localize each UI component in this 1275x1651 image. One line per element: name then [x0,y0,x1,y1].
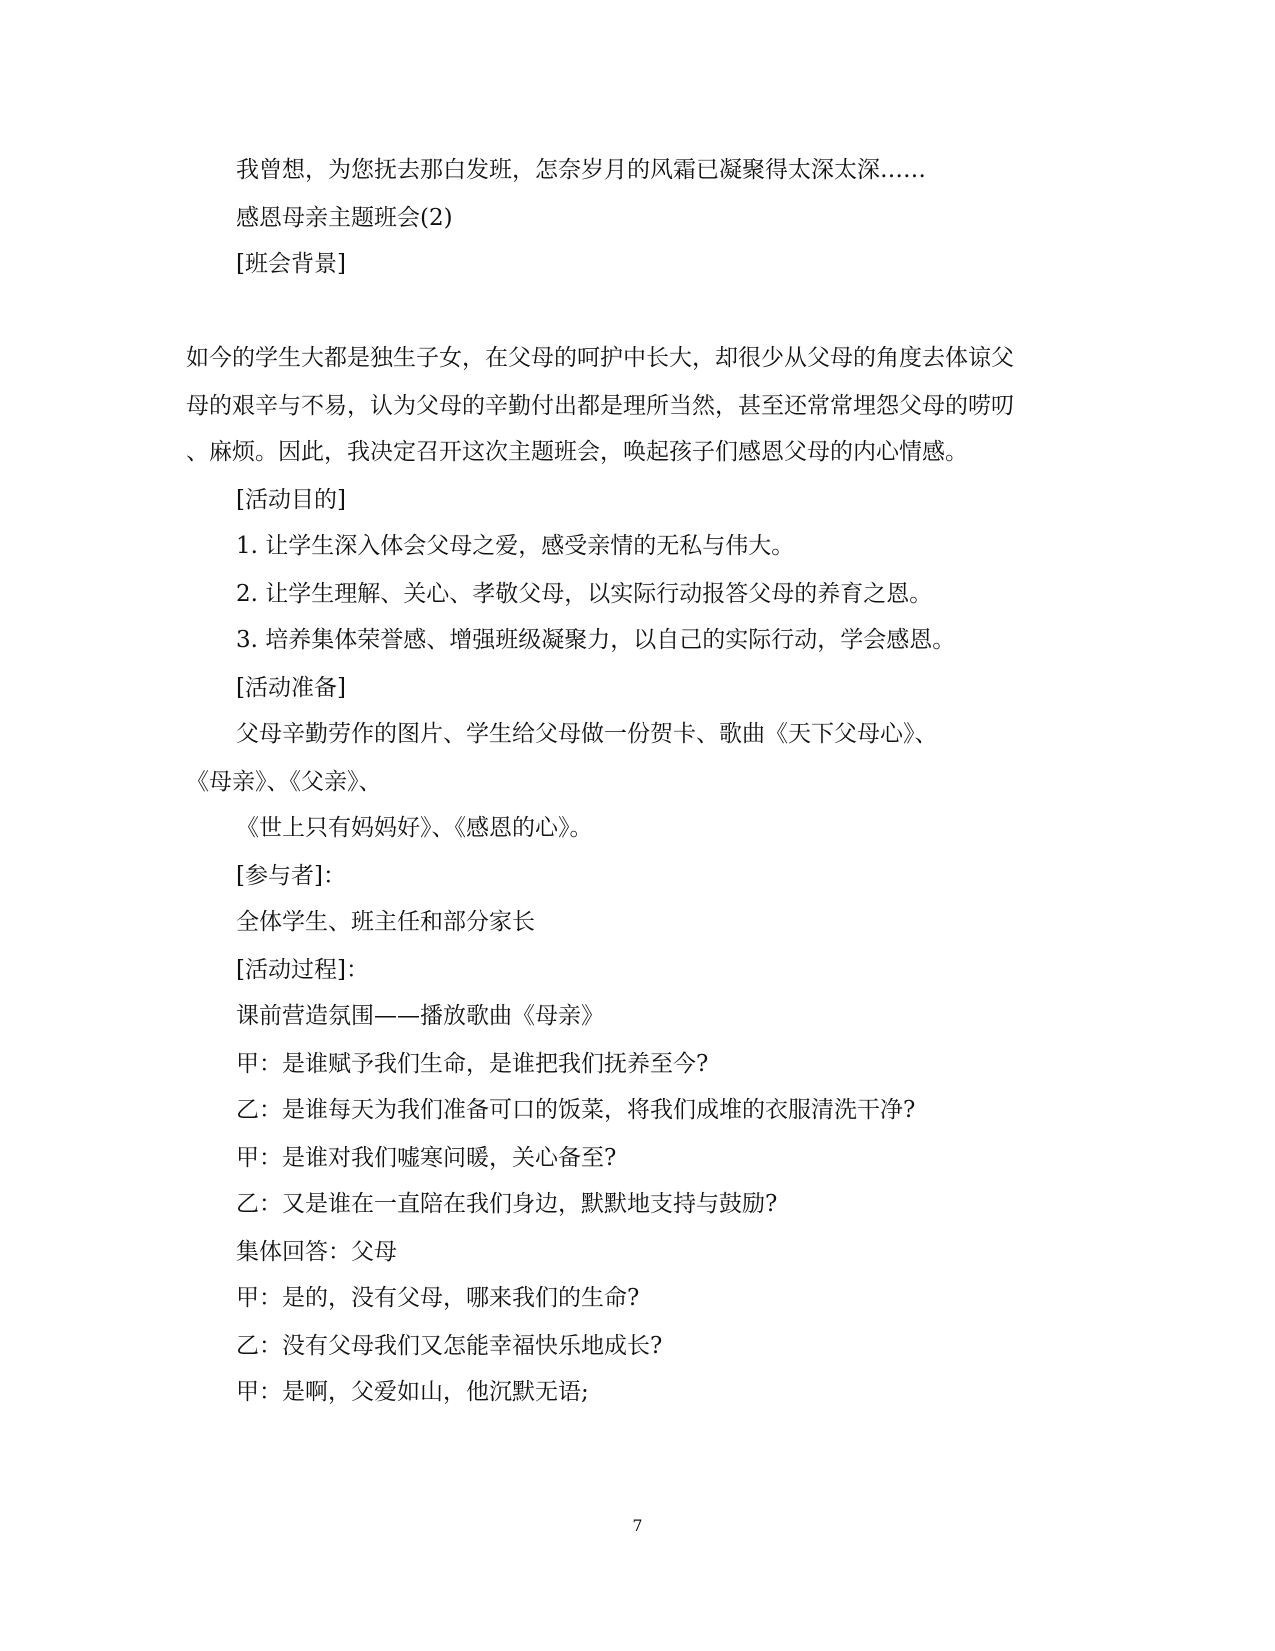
text-line: 、麻烦。因此，我决定召开这次主题班会，唤起孩子们感恩父母的内心情感。 [186,439,968,465]
list-item: 2. 让学生理解、关心、孝敬父母，以实际行动报答父母的养育之恩。 [236,581,933,607]
dialogue-line: 集体回答：父母 [236,1239,397,1265]
dialogue-line: 甲：是谁对我们嘘寒问暖，关心备至? [236,1145,617,1171]
dialogue-line: 乙：又是谁在一直陪在我们身边，默默地支持与鼓励? [236,1191,778,1217]
section-title: 感恩母亲主题班会(2) [236,205,453,231]
section-heading: [参与者]： [236,863,346,889]
section-heading: [活动目的] [236,487,346,513]
section-heading: [活动过程]： [236,957,369,983]
text-line: 父母辛勤劳作的图片、学生给父母做一份贺卡、歌曲《天下父母心》、 [236,721,938,747]
section-heading: [活动准备] [236,675,346,701]
list-item: 3. 培养集体荣誉感、增强班级凝聚力，以自己的实际行动，学会感恩。 [236,627,956,653]
dialogue-line: 乙：是谁每天为我们准备可口的饭菜，将我们成堆的衣服清洗干净? [236,1097,916,1123]
dialogue-line: 甲：是谁赋予我们生命，是谁把我们抚养至今? [236,1051,709,1077]
text-line: 母的艰辛与不易，认为父母的辛勤付出都是理所当然，甚至还常常埋怨父母的唠叨 [186,393,1014,419]
page-number: 7 [632,1516,643,1535]
section-heading: [班会背景] [236,251,346,277]
text-line: 《世上只有妈妈好》、《感恩的心》。 [236,815,593,841]
dialogue-line: 乙：没有父母我们又怎能幸福快乐地成长? [236,1333,663,1359]
text-line: 如今的学生大都是独生子女，在父母的呵护中长大，却很少从父母的角度去体谅父 [186,345,1014,371]
text-line: 课前营造氛围——播放歌曲《母亲》 [236,1003,604,1029]
dialogue-line: 甲：是啊，父爱如山，他沉默无语; [236,1379,589,1405]
list-item: 1. 让学生深入体会父母之爱，感受亲情的无私与伟大。 [236,533,795,559]
text-line: 我曾想，为您抚去那白发班，怎奈岁月的风霜已凝聚得太深太深…… [236,157,926,183]
dialogue-line: 甲：是的，没有父母，哪来我们的生命? [236,1285,640,1311]
text-line: 全体学生、班主任和部分家长 [236,909,535,935]
text-line: 《母亲》、《父亲》、 [186,769,382,795]
